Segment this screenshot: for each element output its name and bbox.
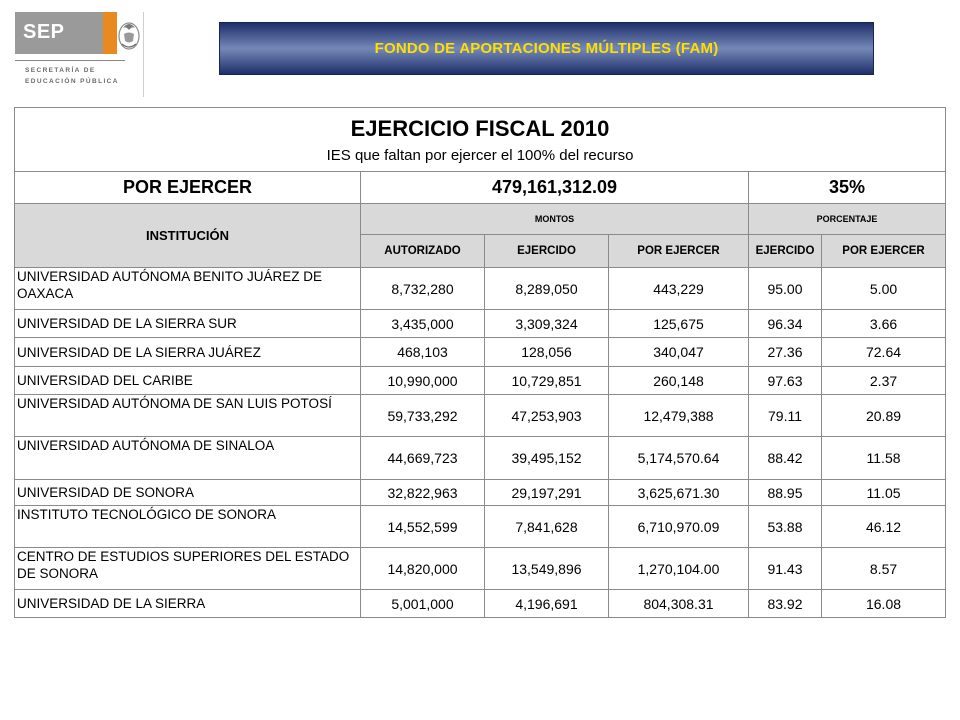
- table-row: [15, 437, 946, 480]
- institution-name: UNIVERSIDAD DE LA SIERRA JUÁREZ: [15, 338, 361, 367]
- institution-name: UNIVERSIDAD AUTÓNOMA DE SAN LUIS POTOSÍ: [15, 395, 361, 437]
- sep-logo-line1: SECRETARÍA DE: [25, 67, 96, 74]
- sep-logo-divider: [15, 60, 125, 61]
- amount-autorizado: 5,001,000: [361, 590, 485, 618]
- sep-logo-line2: EDUCACIÓN PÚBLICA: [25, 78, 119, 85]
- amount-por-ejercer: 260,148: [609, 367, 749, 395]
- header-porcentaje: PORCENTAJE: [749, 204, 946, 235]
- table-subtitle: IES que faltan por ejercer el 100% del recurso: [326, 147, 634, 164]
- sep-logo-mark: [15, 12, 103, 54]
- amount-ejercido: 7,841,628: [485, 506, 609, 548]
- sep-logo: [15, 12, 144, 97]
- amount-por-ejercer: 5,174,570.64: [609, 437, 749, 480]
- amount-autorizado: 32,822,963: [361, 480, 485, 506]
- pct-ejercido: 88.95: [749, 480, 822, 506]
- institution-name: UNIVERSIDAD DE SONORA: [15, 480, 361, 506]
- pct-ejercido: 83.92: [749, 590, 822, 618]
- summary-percent: 35%: [749, 172, 946, 204]
- amount-por-ejercer: 1,270,104.00: [609, 548, 749, 590]
- amount-autorizado: 468,103: [361, 338, 485, 367]
- table-row: [15, 268, 946, 310]
- amount-autorizado: 14,552,599: [361, 506, 485, 548]
- table-row: [15, 480, 946, 506]
- pct-ejercido: 27.36: [749, 338, 822, 367]
- amount-ejercido: 3,309,324: [485, 310, 609, 338]
- table-row: [15, 506, 946, 548]
- amount-por-ejercer: 443,229: [609, 268, 749, 310]
- amount-autorizado: 44,669,723: [361, 437, 485, 480]
- institution-name: UNIVERSIDAD DE LA SIERRA: [15, 590, 361, 618]
- pct-ejercido: 95.00: [749, 268, 822, 310]
- pct-por-ejercer: 8.57: [822, 548, 946, 590]
- amount-autorizado: 14,820,000: [361, 548, 485, 590]
- amount-por-ejercer: 6,710,970.09: [609, 506, 749, 548]
- pct-ejercido: 88.42: [749, 437, 822, 480]
- institution-name: UNIVERSIDAD DEL CARIBE: [15, 367, 361, 395]
- amount-autorizado: 10,990,000: [361, 367, 485, 395]
- amount-ejercido: 39,495,152: [485, 437, 609, 480]
- amount-ejercido: 47,253,903: [485, 395, 609, 437]
- pct-por-ejercer: 72.64: [822, 338, 946, 367]
- amount-por-ejercer: 125,675: [609, 310, 749, 338]
- amount-por-ejercer: 340,047: [609, 338, 749, 367]
- summary-amount: 479,161,312.09: [361, 172, 749, 204]
- table-row: [15, 395, 946, 437]
- pct-por-ejercer: 5.00: [822, 268, 946, 310]
- table-row: [15, 590, 946, 618]
- title-banner: [219, 22, 874, 75]
- pct-por-ejercer: 11.05: [822, 480, 946, 506]
- sep-logo-text: SEP: [23, 21, 65, 43]
- institution-name: UNIVERSIDAD DE LA SIERRA SUR: [15, 310, 361, 338]
- pct-ejercido: 97.63: [749, 367, 822, 395]
- pct-por-ejercer: 46.12: [822, 506, 946, 548]
- pct-ejercido: 79.11: [749, 395, 822, 437]
- sep-logo-stripe: [103, 12, 117, 54]
- table-title-cell: [15, 108, 946, 172]
- amount-ejercido: 8,289,050: [485, 268, 609, 310]
- amount-autorizado: 59,733,292: [361, 395, 485, 437]
- pct-por-ejercer: 20.89: [822, 395, 946, 437]
- fam-table: [14, 107, 946, 618]
- amount-autorizado: 8,732,280: [361, 268, 485, 310]
- amount-por-ejercer: 804,308.31: [609, 590, 749, 618]
- institution-name: CENTRO DE ESTUDIOS SUPERIORES DEL ESTADO DE SONORA: [15, 548, 361, 590]
- table-row: [15, 310, 946, 338]
- amount-autorizado: 3,435,000: [361, 310, 485, 338]
- amount-por-ejercer: 12,479,388: [609, 395, 749, 437]
- amount-ejercido: 13,549,896: [485, 548, 609, 590]
- table-row: [15, 367, 946, 395]
- pct-ejercido: 53.88: [749, 506, 822, 548]
- table-row: [15, 338, 946, 367]
- pct-ejercido: 96.34: [749, 310, 822, 338]
- pct-por-ejercer: 3.66: [822, 310, 946, 338]
- pct-por-ejercer: 16.08: [822, 590, 946, 618]
- amount-ejercido: 128,056: [485, 338, 609, 367]
- amount-ejercido: 10,729,851: [485, 367, 609, 395]
- institution-name: UNIVERSIDAD AUTÓNOMA BENITO JUÁREZ DE OAXACA: [15, 268, 361, 310]
- pct-ejercido: 91.43: [749, 548, 822, 590]
- mexican-eagle-icon: [116, 14, 142, 54]
- summary-label: POR EJERCER: [15, 172, 361, 204]
- table-row: [15, 548, 946, 590]
- banner-title: FONDO DE APORTACIONES MÚLTIPLES (FAM): [374, 40, 719, 57]
- header-ejercido: EJERCIDO: [485, 235, 609, 268]
- pct-por-ejercer: 11.58: [822, 437, 946, 480]
- amount-ejercido: 4,196,691: [485, 590, 609, 618]
- header-montos: MONTOS: [361, 204, 749, 235]
- amount-ejercido: 29,197,291: [485, 480, 609, 506]
- header-autorizado: AUTORIZADO: [361, 235, 485, 268]
- institution-name: UNIVERSIDAD AUTÓNOMA DE SINALOA: [15, 437, 361, 480]
- institution-name: INSTITUTO TECNOLÓGICO DE SONORA: [15, 506, 361, 548]
- header-pct-ejercido: EJERCIDO: [749, 235, 822, 268]
- header-pct-por-ejercer: POR EJERCER: [822, 235, 946, 268]
- table-title: EJERCICIO FISCAL 2010: [350, 116, 610, 141]
- pct-por-ejercer: 2.37: [822, 367, 946, 395]
- amount-por-ejercer: 3,625,671.30: [609, 480, 749, 506]
- header-institucion: INSTITUCIÓN: [15, 204, 361, 268]
- header-por-ejercer: POR EJERCER: [609, 235, 749, 268]
